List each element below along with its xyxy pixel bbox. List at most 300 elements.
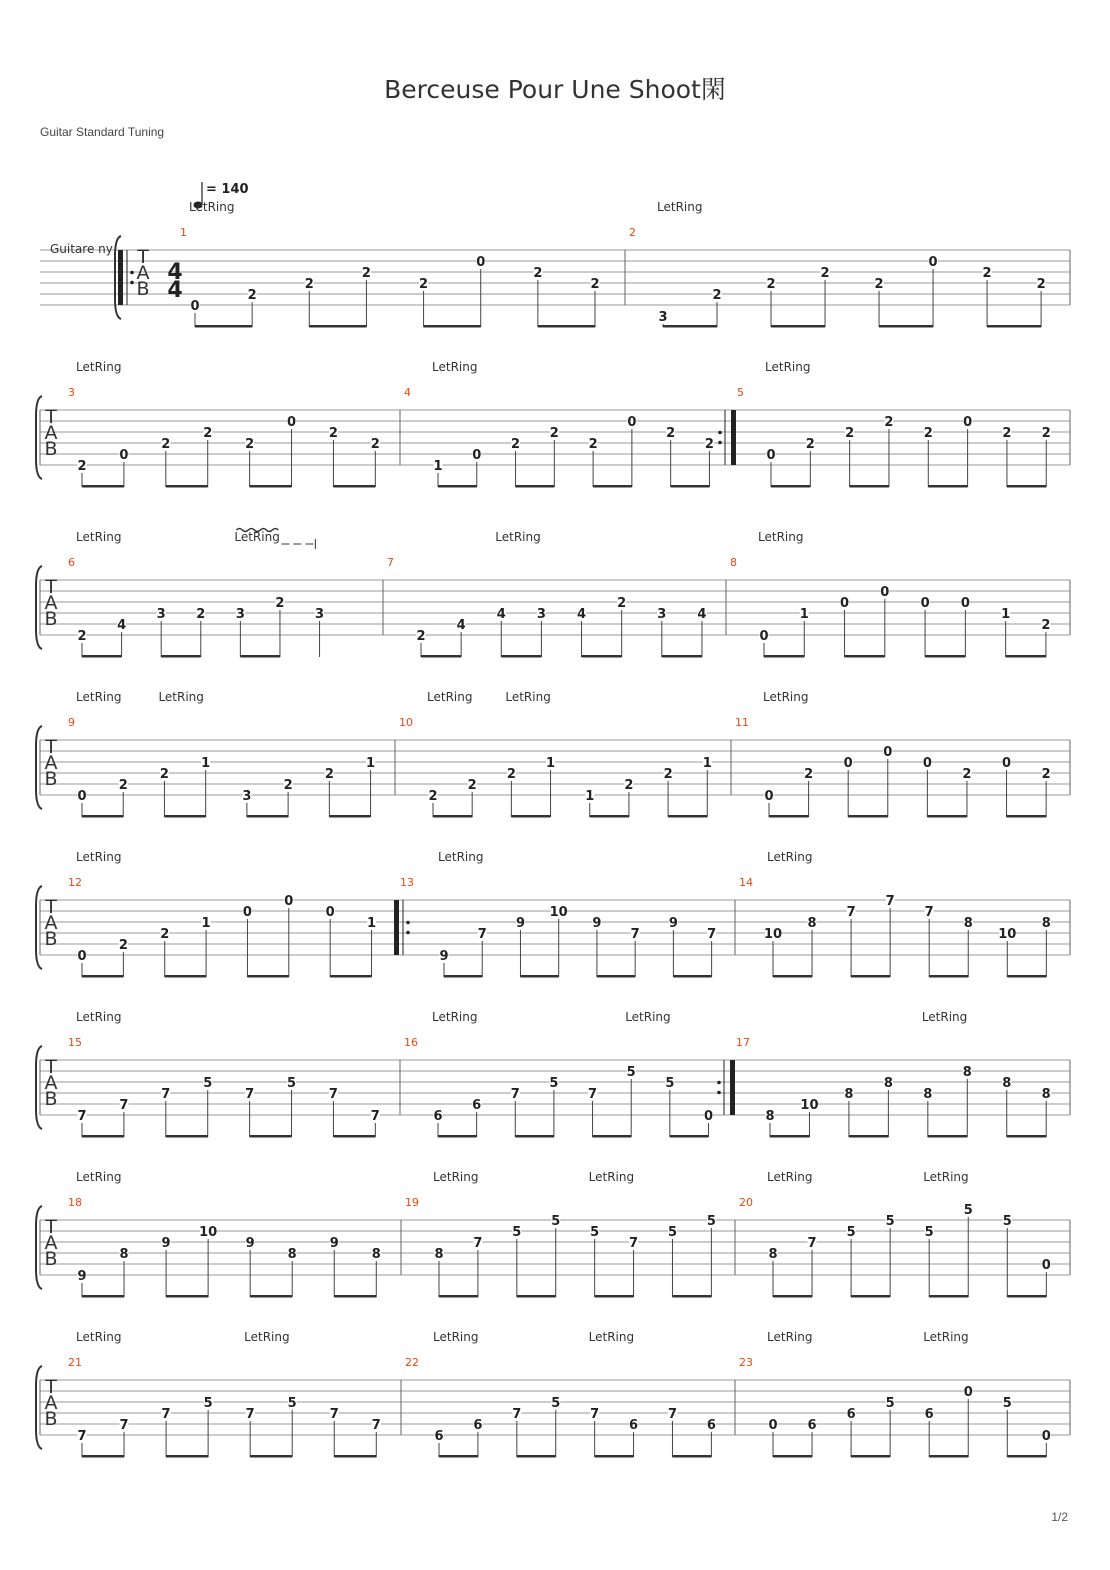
fret-number: 1 [201, 756, 211, 771]
measure-number: 3 [68, 386, 75, 399]
fret-number: 2 [820, 266, 830, 281]
fret-number: 5 [1002, 1214, 1012, 1229]
let-ring-label: LetRing [158, 690, 204, 704]
page-number: 1/2 [1051, 1510, 1068, 1524]
measure-number: 22 [405, 1356, 419, 1369]
tab-clef-letter: A [44, 1072, 58, 1094]
fret-number: 2 [324, 767, 334, 782]
tab-clef-letter: T [45, 896, 57, 918]
fret-number: 5 [963, 1203, 973, 1218]
beam [82, 485, 124, 488]
fret-number: 10 [549, 905, 568, 920]
fret-number: 1 [702, 756, 712, 771]
measure-number: 17 [736, 1036, 750, 1049]
fret-number: 0 [764, 789, 774, 804]
fret-number: 0 [963, 415, 973, 430]
repeat-dot [718, 441, 722, 445]
fret-number: 2 [159, 767, 169, 782]
beam [582, 655, 622, 658]
fret-number: 6 [924, 1407, 934, 1422]
fret-number: 2 [283, 778, 293, 793]
fret-number: 0 [476, 255, 486, 270]
fret-number: 2 [884, 415, 894, 430]
fret-number: 7 [807, 1236, 817, 1251]
fret-number: 10 [763, 927, 783, 942]
fret-number: 8 [883, 1076, 893, 1091]
beam [848, 815, 888, 818]
fret-number: 7 [473, 1236, 483, 1251]
let-ring-label: LetRing [495, 530, 541, 544]
let-ring-extension [281, 539, 315, 549]
beam [770, 1135, 809, 1138]
instrument-name: Guitare ny [50, 242, 113, 256]
tab-clef-letter: B [44, 1408, 58, 1430]
beam [515, 1135, 554, 1138]
repeat-thick-bar [118, 250, 123, 305]
measure-number: 15 [68, 1036, 82, 1049]
fret-number: 5 [665, 1076, 675, 1091]
fret-number: 7 [629, 1236, 639, 1251]
beam [1007, 1455, 1046, 1458]
beam [1007, 975, 1046, 978]
beam [82, 1135, 124, 1138]
repeat-thick-bar [730, 1060, 735, 1115]
fret-number: 7 [161, 1087, 171, 1102]
fret-number: 2 [416, 629, 426, 644]
tempo-marking: = 140 [206, 182, 249, 197]
beam [520, 975, 558, 978]
measure-number: 13 [400, 876, 414, 889]
beam [1007, 1135, 1046, 1138]
beam [195, 325, 252, 328]
beam [1007, 1295, 1046, 1298]
fret-number: 2 [161, 437, 171, 452]
beam [421, 655, 461, 658]
let-ring-label: LetRing [625, 1010, 671, 1024]
beam [925, 655, 965, 658]
measure-number: 6 [68, 556, 75, 569]
tab-clef-letter: A [44, 1392, 58, 1414]
beam [309, 325, 366, 328]
fret-number: 7 [371, 1418, 381, 1433]
beam [334, 1455, 376, 1458]
fret-number: 1 [367, 916, 377, 931]
fret-number: 0 [928, 255, 938, 270]
tab-clef-letter: T [45, 1216, 57, 1238]
beam [165, 975, 206, 978]
beam [439, 1455, 478, 1458]
fret-number: 10 [199, 1225, 218, 1240]
beam [82, 1455, 124, 1458]
fret-number: 9 [439, 949, 449, 964]
beam [166, 485, 208, 488]
fret-number: 6 [846, 1407, 856, 1422]
beam [672, 1455, 711, 1458]
let-ring-label: LetRing [234, 530, 280, 544]
fret-number: 5 [667, 1225, 677, 1240]
fret-number: 2 [247, 288, 257, 303]
system-brace [36, 1046, 42, 1129]
fret-number: 3 [536, 607, 546, 622]
fret-number: 8 [371, 1247, 381, 1262]
beam [517, 1455, 556, 1458]
fret-number: 0 [190, 299, 200, 314]
beam [250, 1295, 292, 1298]
fret-number: 4 [117, 618, 127, 633]
fret-number: 7 [924, 905, 934, 920]
fret-number: 2 [805, 437, 815, 452]
fret-number: 2 [982, 266, 992, 281]
fret-number: 2 [370, 437, 380, 452]
measure-number: 10 [399, 716, 413, 729]
fret-number: 0 [119, 448, 129, 463]
tab-clef-letter: T [45, 1376, 57, 1398]
tab-clef-letter: B [44, 768, 58, 790]
beam [517, 1295, 556, 1298]
fret-number: 2 [328, 426, 338, 441]
fret-number: 7 [885, 894, 895, 909]
beam [851, 1295, 890, 1298]
system-brace [36, 726, 42, 809]
fret-number: 3 [658, 310, 668, 325]
system-brace [36, 566, 42, 649]
beam [845, 655, 885, 658]
fret-number: 2 [704, 437, 714, 452]
let-ring-label: LetRing [433, 1170, 479, 1184]
fret-number: 9 [77, 1269, 87, 1284]
beam [1007, 485, 1046, 488]
beam [433, 815, 472, 818]
fret-number: 7 [667, 1407, 677, 1422]
fret-number: 5 [203, 1076, 213, 1091]
fret-number: 1 [585, 789, 595, 804]
fret-number: 0 [242, 905, 252, 920]
tab-clef-letter: A [136, 262, 150, 284]
fret-number: 0 [880, 585, 890, 600]
beam [668, 815, 707, 818]
tab-clef-letter: A [44, 912, 58, 934]
fret-number: 7 [245, 1407, 255, 1422]
measure-number: 9 [68, 716, 75, 729]
beam [597, 975, 635, 978]
beam [164, 815, 205, 818]
beam [593, 1135, 632, 1138]
fret-number: 0 [1002, 756, 1012, 771]
beam [250, 1455, 292, 1458]
fret-number: 2 [962, 767, 972, 782]
fret-number: 3 [235, 607, 245, 622]
beam [764, 655, 804, 658]
fret-number: 2 [77, 459, 87, 474]
let-ring-label: LetRing [438, 850, 484, 864]
beam [773, 1455, 812, 1458]
let-ring-label: LetRing [763, 690, 809, 704]
fret-number: 2 [923, 426, 933, 441]
beam [1007, 815, 1047, 818]
beam [333, 485, 375, 488]
fret-number: 1 [201, 916, 211, 931]
beam [424, 325, 481, 328]
tab-clef-letter: A [44, 1232, 58, 1254]
measure-number: 12 [68, 876, 82, 889]
beam [595, 1295, 634, 1298]
fret-number: 8 [1002, 1076, 1012, 1091]
fret-number: 5 [706, 1214, 716, 1229]
fret-number: 6 [472, 1098, 482, 1113]
fret-number: 0 [963, 1385, 973, 1400]
beam [929, 1455, 968, 1458]
let-ring-label: LetRing [767, 1330, 813, 1344]
beam [247, 975, 288, 978]
fret-number: 10 [998, 927, 1017, 942]
beam [438, 1135, 477, 1138]
fret-number: 2 [304, 277, 314, 292]
beam [1006, 655, 1046, 658]
fret-number: 0 [77, 949, 87, 964]
repeat-dot [717, 1091, 721, 1095]
fret-number: 0 [325, 905, 335, 920]
fret-number: 2 [1041, 618, 1051, 633]
fret-number: 1 [1001, 607, 1011, 622]
fret-number: 7 [590, 1407, 600, 1422]
fret-number: 2 [1036, 277, 1046, 292]
fret-number: 0 [77, 789, 87, 804]
fret-number: 8 [768, 1247, 778, 1262]
let-ring-label: LetRing [76, 1330, 122, 1344]
fret-number: 3 [242, 789, 252, 804]
let-ring-label: LetRing [921, 1010, 968, 1024]
repeat-thick-bar [394, 900, 399, 955]
fret-number: 8 [963, 916, 973, 931]
beam [247, 815, 288, 818]
let-ring-label: LetRing [588, 1330, 635, 1344]
fret-number: 9 [592, 916, 602, 931]
repeat-dot [130, 281, 134, 285]
fret-number: 2 [588, 437, 598, 452]
beam [773, 1295, 812, 1298]
repeat-thick-bar [731, 410, 736, 465]
fret-number: 1 [799, 607, 809, 622]
fret-number: 0 [960, 596, 970, 611]
beam [929, 1295, 968, 1298]
measure-number: 16 [404, 1036, 418, 1049]
tab-clef-letter: T [45, 576, 57, 598]
fret-number: 5 [287, 1076, 297, 1091]
beam [166, 1295, 208, 1298]
tab-clef-letter: A [44, 422, 58, 444]
beam [663, 325, 717, 328]
fret-number: 2 [624, 778, 634, 793]
fret-number: 10 [800, 1098, 819, 1113]
measure-number: 8 [730, 556, 737, 569]
fret-number: 2 [506, 767, 516, 782]
fret-number: 5 [287, 1396, 297, 1411]
fret-number: 2 [160, 927, 170, 942]
fret-number: 2 [712, 288, 722, 303]
measure-number: 14 [739, 876, 753, 889]
beam [929, 975, 968, 978]
beam [851, 1455, 890, 1458]
fret-number: 0 [1041, 1429, 1051, 1444]
fret-number: 5 [551, 1214, 561, 1229]
let-ring-label: LetRing [765, 360, 811, 374]
let-ring-label: LetRing [76, 530, 122, 544]
fret-number: 5 [1002, 1396, 1012, 1411]
fret-number: 0 [768, 1418, 778, 1433]
beam [670, 1135, 709, 1138]
fret-number: 0 [703, 1109, 713, 1124]
tab-clef-letter: T [45, 1056, 57, 1078]
system-brace [36, 1206, 42, 1289]
fret-number: 2 [245, 437, 255, 452]
fret-number: 7 [77, 1429, 87, 1444]
let-ring-label: LetRing [427, 690, 473, 704]
fret-number: 2 [1041, 426, 1051, 441]
system-brace [36, 1366, 42, 1449]
fret-number: 5 [846, 1225, 856, 1240]
beam [240, 655, 280, 658]
let-ring-label: LetRing [433, 1330, 479, 1344]
tab-clef-letter: B [44, 928, 58, 950]
fret-number: 0 [627, 415, 637, 430]
beam [595, 1455, 634, 1458]
fret-number: 2 [467, 778, 477, 793]
fret-number: 8 [1041, 916, 1051, 931]
system-brace [36, 396, 42, 479]
fret-number: 2 [1041, 767, 1051, 782]
fret-number: 7 [245, 1087, 255, 1102]
beam [769, 815, 809, 818]
fret-number: 0 [759, 629, 769, 644]
beam [987, 325, 1041, 328]
beam [879, 325, 933, 328]
fret-number: 2 [428, 789, 438, 804]
measure-number: 18 [68, 1196, 82, 1209]
measure-number: 11 [735, 716, 749, 729]
beam [82, 655, 122, 658]
let-ring-label: LetRing [505, 690, 551, 704]
let-ring-label: LetRing [432, 1010, 478, 1024]
tuning-label: Guitar Standard Tuning [40, 125, 165, 139]
fret-number: 1 [433, 459, 443, 474]
fret-number: 3 [315, 607, 325, 622]
beam [333, 1135, 375, 1138]
fret-number: 2 [549, 426, 559, 441]
beam [593, 485, 632, 488]
fret-number: 6 [629, 1418, 639, 1433]
let-ring-label: LetRing [923, 1170, 969, 1184]
let-ring-label: LetRing [767, 850, 813, 864]
fret-number: 0 [922, 756, 932, 771]
beam [444, 975, 482, 978]
fret-number: 9 [245, 1236, 255, 1251]
tab-clef-letter: B [44, 1088, 58, 1110]
repeat-dot [717, 1081, 721, 1085]
let-ring-label: LetRing [588, 1170, 635, 1184]
tab-clef-letter: B [44, 1248, 58, 1270]
fret-number: 3 [156, 607, 166, 622]
let-ring-label: LetRing [432, 360, 478, 374]
let-ring-label: LetRing [244, 1330, 290, 1344]
beam [330, 975, 371, 978]
beam [851, 975, 890, 978]
fret-number: 9 [515, 916, 525, 931]
fret-number: 0 [766, 448, 776, 463]
tab-clef-letter: T [137, 246, 149, 268]
fret-number: 8 [1041, 1087, 1051, 1102]
fret-number: 9 [668, 916, 678, 931]
fret-number: 0 [920, 596, 930, 611]
beam [771, 485, 810, 488]
fret-number: 4 [577, 607, 587, 622]
let-ring-label: LetRing [76, 1010, 122, 1024]
fret-number: 2 [196, 607, 206, 622]
beam [82, 815, 123, 818]
fret-number: 7 [119, 1098, 129, 1113]
fret-number: 7 [630, 927, 640, 942]
measure-number: 21 [68, 1356, 82, 1369]
fret-number: 7 [846, 905, 856, 920]
tab-clef-letter: T [45, 406, 57, 428]
fret-number: 5 [924, 1225, 934, 1240]
fret-number: 7 [161, 1407, 171, 1422]
fret-number: 2 [874, 277, 884, 292]
measure-number: 19 [405, 1196, 419, 1209]
fret-number: 5 [512, 1225, 522, 1240]
fret-number: 0 [840, 596, 850, 611]
beam [850, 485, 889, 488]
fret-number: 2 [666, 426, 676, 441]
beam [250, 485, 292, 488]
fret-number: 2 [766, 277, 776, 292]
fret-number: 7 [707, 927, 717, 942]
beam [329, 815, 370, 818]
fret-number: 6 [434, 1429, 444, 1444]
fret-number: 8 [119, 1247, 129, 1262]
fret-number: 4 [496, 607, 506, 622]
fret-number: 2 [203, 426, 213, 441]
let-ring-label: LetRing [76, 360, 122, 374]
fret-number: 2 [804, 767, 814, 782]
fret-number: 7 [588, 1087, 598, 1102]
beam [849, 1135, 888, 1138]
repeat-dot [406, 931, 410, 935]
measure-number: 5 [737, 386, 744, 399]
repeat-dot [718, 431, 722, 435]
fret-number: 6 [433, 1109, 443, 1124]
fret-number: 5 [549, 1076, 559, 1091]
tab-clef-letter: B [136, 278, 150, 300]
fret-number: 0 [883, 745, 893, 760]
beam [439, 1295, 478, 1298]
tab-clef-letter: A [44, 752, 58, 774]
fret-number: 5 [626, 1065, 636, 1080]
fret-number: 8 [962, 1065, 972, 1080]
fret-number: 2 [118, 938, 128, 953]
fret-number: 2 [617, 596, 627, 611]
fret-number: 5 [551, 1396, 561, 1411]
fret-number: 9 [161, 1236, 171, 1251]
tab-clef-letter: B [44, 608, 58, 630]
measure-number: 1 [180, 226, 187, 239]
beam [538, 325, 595, 328]
beam [928, 1135, 967, 1138]
beam [511, 815, 550, 818]
fret-number: 8 [434, 1247, 444, 1262]
fret-number: 2 [845, 426, 855, 441]
fret-number: 8 [765, 1109, 775, 1124]
fret-number: 6 [807, 1418, 817, 1433]
